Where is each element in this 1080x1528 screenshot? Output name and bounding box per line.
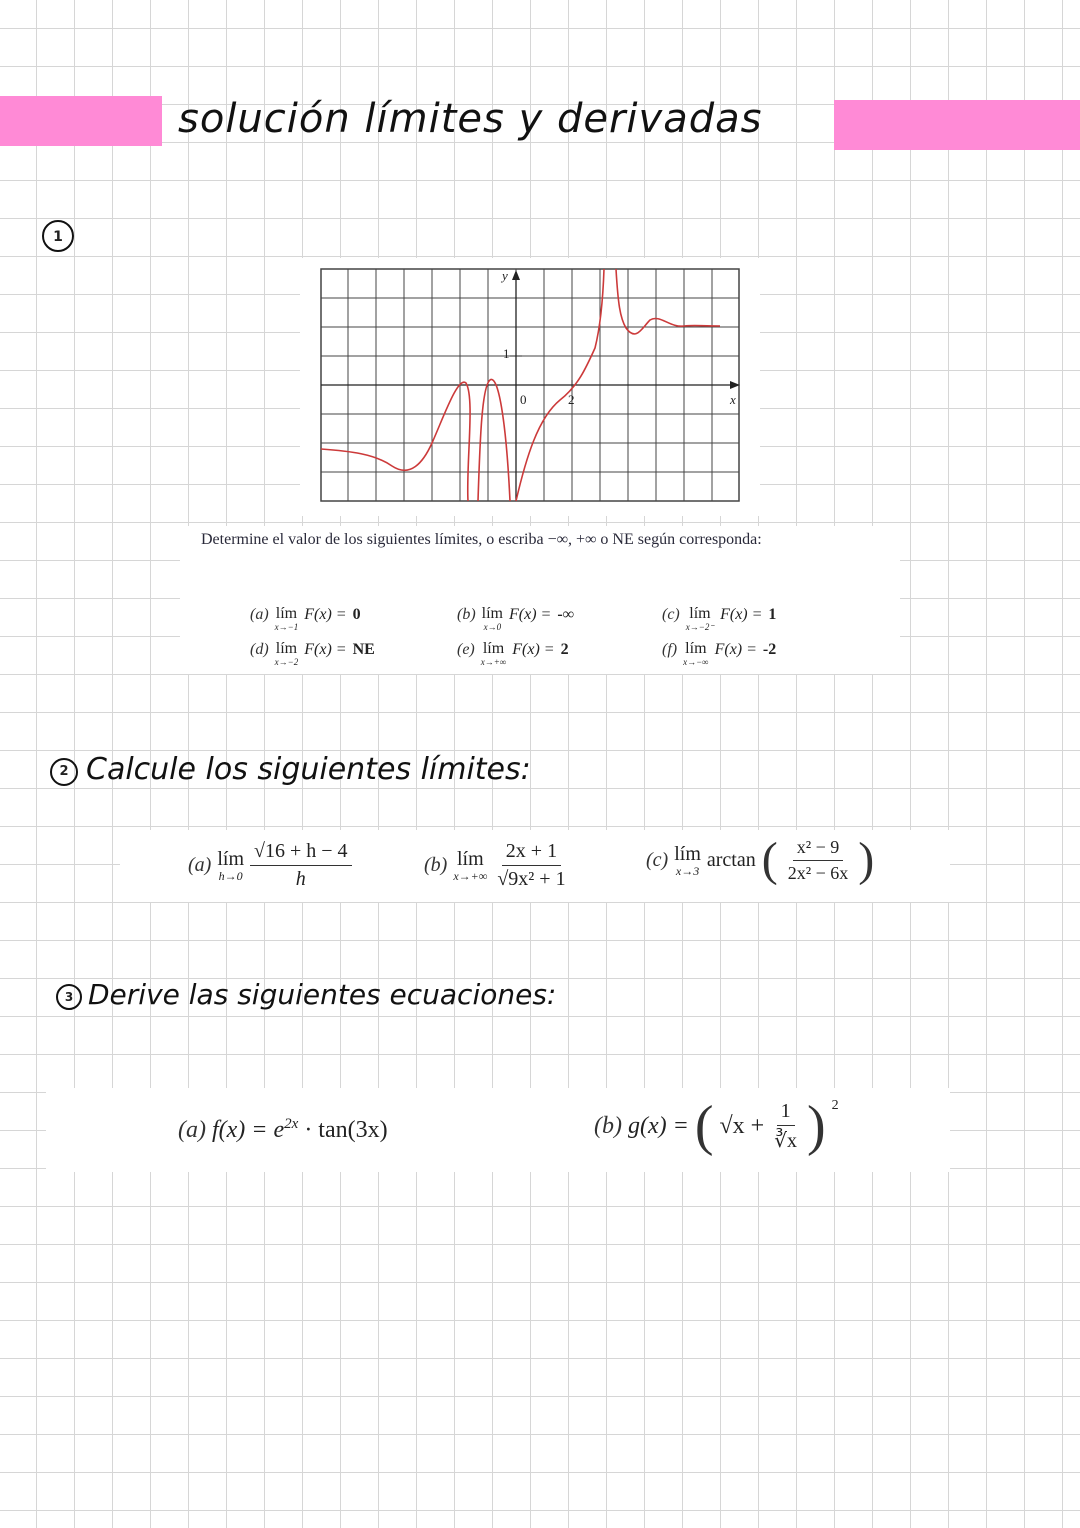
exercise-3a	[178, 1116, 388, 1144]
fraction	[493, 840, 569, 891]
limit-expression: F(x) =	[304, 606, 347, 623]
limits-prompt: Determine el valor de los siguientes límites, o escriba −∞, +∞ o NE según corresponda:	[201, 531, 762, 548]
exercise-label: (a)	[178, 1116, 206, 1143]
exp-base: e	[273, 1117, 285, 1143]
section-2-title: Calcule los siguientes límites:	[86, 752, 531, 787]
section-3-title: Derive las siguientes ecuaciones:	[88, 978, 557, 1011]
limit-answer: NE	[352, 641, 375, 658]
x-axis-label: x	[730, 392, 736, 407]
limit-label: (d)	[250, 641, 269, 658]
exercise-label: (a)	[188, 854, 212, 876]
limit-answer: -∞	[557, 606, 575, 623]
lim-operator: lím	[674, 842, 701, 865]
function-lhs: f(x) =	[211, 1116, 268, 1143]
lim-subscript: x→−∞	[683, 657, 709, 667]
numerator: x² − 9	[793, 837, 844, 861]
lim-operator: lím	[482, 640, 505, 657]
limit-label: (e)	[457, 641, 475, 658]
lim-operator: lím	[275, 640, 298, 657]
lim-operator: lím	[217, 848, 244, 870]
limit-answer: 2	[560, 641, 569, 658]
lim-subscript: x→−2	[274, 657, 299, 667]
numerator: √16 + h − 4	[250, 840, 352, 866]
exercise-3b	[594, 1095, 839, 1157]
section-2-number: 2	[50, 758, 78, 786]
y-tick-1: 1	[503, 346, 510, 361]
lim-operator: lím	[275, 605, 298, 622]
limit-expression: F(x) =	[304, 641, 347, 658]
title-highlight-right	[834, 100, 1080, 150]
function-rest: · tan(3x)	[304, 1116, 388, 1143]
exercise-2b	[424, 840, 570, 891]
power: 2	[831, 1098, 839, 1113]
limit-expression: F(x) =	[512, 641, 555, 658]
limit-expression: F(x) =	[714, 641, 757, 658]
limit-label: (b)	[457, 606, 476, 623]
limit-expression: F(x) =	[509, 606, 552, 623]
left-paren: (	[761, 833, 778, 886]
fraction	[784, 837, 853, 884]
x-tick-2: 2	[568, 392, 575, 407]
exponent: 2x	[284, 1116, 299, 1132]
fraction	[250, 840, 352, 891]
limit-item-c	[662, 606, 776, 632]
function-lhs: g(x) =	[627, 1112, 689, 1139]
section-1-number: 1	[42, 220, 74, 252]
exercise-label: (b)	[424, 854, 448, 876]
section-3-number: 3	[56, 984, 82, 1010]
lim-subscript: h→0	[218, 869, 243, 883]
limit-expression: F(x) =	[720, 606, 763, 623]
lim-operator: lím	[481, 605, 503, 622]
limit-answer: 1	[768, 606, 777, 623]
sqrt-term: √x +	[719, 1112, 765, 1139]
limit-item-d	[250, 641, 375, 667]
denominator: √9x² + 1	[497, 868, 566, 890]
y-axis-arrow	[512, 270, 520, 280]
exercise-2c	[646, 833, 875, 886]
limit-answer: 0	[352, 606, 361, 623]
limit-item-a	[250, 606, 361, 632]
lim-operator: lím	[685, 640, 707, 657]
right-paren: )	[806, 1095, 826, 1157]
fraction	[770, 1100, 801, 1153]
lim-subscript: x→3	[675, 863, 700, 878]
lim-subscript: x→0	[483, 622, 502, 632]
denominator: 2x² − 6x	[787, 862, 849, 883]
limit-answer: -2	[762, 641, 777, 658]
limit-item-f	[662, 641, 776, 667]
page-title: solución límites y derivadas	[178, 96, 763, 142]
lim-operator: lím	[456, 848, 484, 870]
exercise-2a	[188, 840, 352, 891]
lim-subscript: x→−1	[274, 622, 299, 632]
numerator: 2x + 1	[502, 840, 561, 866]
title-highlight-left	[0, 96, 162, 146]
limit-label: (f)	[662, 641, 678, 658]
numerator: 1	[777, 1100, 795, 1126]
lim-subscript: x→+∞	[480, 657, 507, 667]
left-paren: (	[694, 1095, 714, 1157]
function-name: arctan	[706, 848, 756, 871]
right-paren: )	[858, 833, 875, 886]
y-axis-label: y	[502, 268, 508, 283]
origin-label: 0	[520, 392, 527, 407]
limit-item-b	[457, 606, 574, 632]
denominator: h	[295, 868, 306, 890]
lim-operator: lím	[689, 605, 711, 622]
function-graph	[320, 268, 742, 504]
lim-subscript: x→+∞	[453, 869, 488, 883]
limit-item-e	[457, 641, 569, 667]
exercise-label: (b)	[594, 1112, 622, 1139]
limit-label: (c)	[662, 606, 680, 623]
denominator: ∛x	[774, 1129, 797, 1152]
limit-label: (a)	[250, 606, 269, 623]
lim-subscript: x→−2⁻	[685, 622, 715, 632]
exercise-label: (c)	[646, 848, 669, 871]
